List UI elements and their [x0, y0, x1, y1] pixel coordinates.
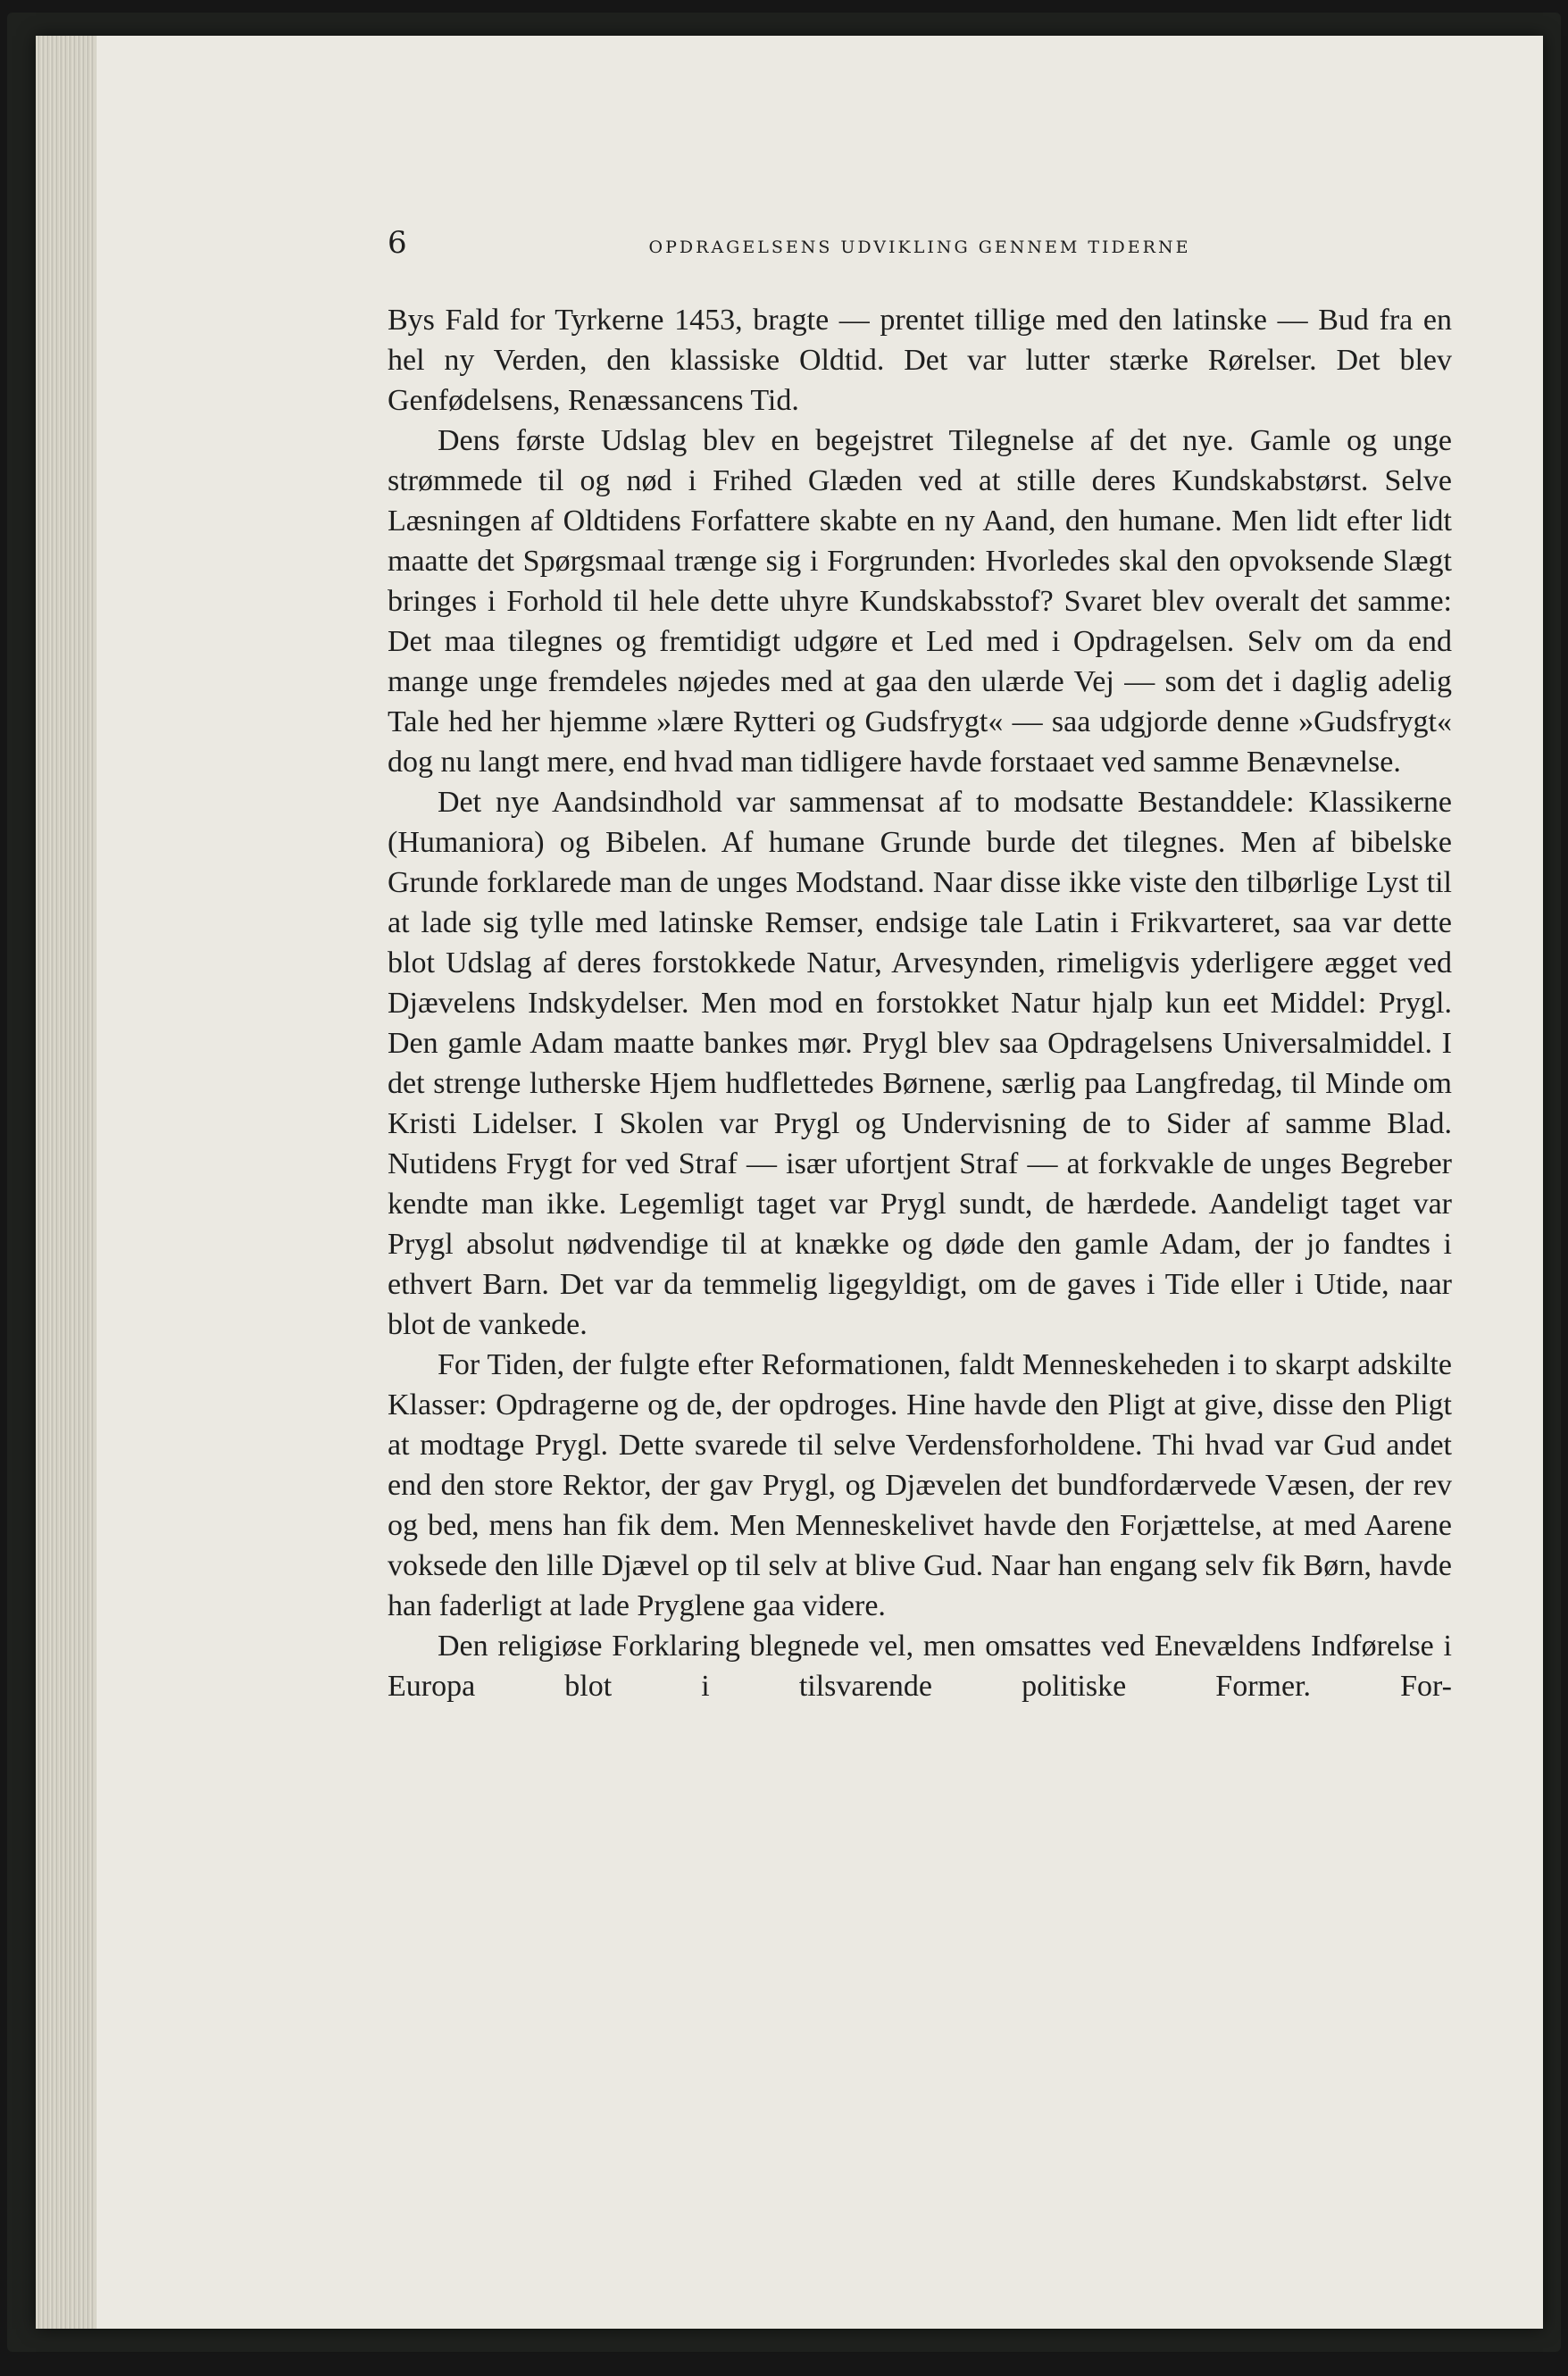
paragraph-5: Den religiøse Forklaring blegnede vel, men omsattes ved Enevældens Indførelse i Europa blot i tilsvarende politiske Former. For- [388, 1630, 1452, 1703]
page-number: 6 [388, 225, 407, 261]
paragraph-2: Dens første Udslag blev en begejstret Tilegnelse af det nye. Gamle og unge strømmede til og nød i Frihed Glæden ved at stille deres Kundskabstørst. Selve Læsningen af Oldtidens Forfattere skabte en ny Aand, den humane. Men lidt efter lidt maatte det Spørgsmaal trænge sig i Forgrunden: Hvorledes skal den opvoksende Slægt bringes i Forhold til hele dette uhyre Kundskabsstof? Svaret blev overalt det samme: Det maa tilegnes og fremtidigt udgøre et Led med i Opdragelsen. Selv om da end mange unge fremdeles nøjedes med at gaa den ulærde Vej — som det i daglig adelig Tale hed her hjemme »lære Rytteri og Gudsfrygt« — saa udgjorde denne »Gudsfrygt« dog nu langt mere, end hvad man tidligere havde forstaaet ved samme Benævnelse. [388, 424, 1452, 779]
paragraph-4: For Tiden, der fulgte efter Reformationen, faldt Menneskeheden i to skarpt adskilte Klasser: Opdragerne og de, der opdroges. Hine havde den Pligt at give, disse den Pligt at modtage Prygl. Dette svarede til selve Verdensforholdene. Thi hvad var Gud andet end den store Rektor, der gav Prygl, og Djævelen det bundfordærvede Væsen, der rev og bed, mens han fik dem. Men Menneskelivet havde den Forjættelse, at med Aarene voksede den lille Djævel op til selv at blive Gud. Naar han engang selv fik Børn, havde han faderligt at lade Pryglene gaa videre. [388, 1348, 1452, 1622]
page-header [388, 225, 1452, 261]
body-text [388, 300, 1452, 1706]
paragraph-1: Bys Fald for Tyrkerne 1453, bragte — prentet tillige med den latinske — Bud fra en hel ny Verden, den klassiske Oldtid. Det var lutter stærke Rørelser. Det blev Genfødelsens, Renæssancens Tid. [388, 304, 1452, 417]
paragraph-3: Det nye Aandsindhold var sammensat af to modsatte Bestanddele: Klassikerne (Humaniora) og Bibelen. Af humane Grunde burde det tilegnes. Men af bibelske Grunde forklarede man de unges Modstand. Naar disse ikke viste den tilbørlige Lyst til at lade sig tylle med latinske Remser, endsige tale Latin i Frikvarteret, saa var dette blot Udslag af deres forstokkede Natur, Arvesynden, rimeligvis yderligere ægget ved Djævelens Indskydelser. Men mod en forstokket Natur hjalp kun eet Middel: Prygl. Den gamle Adam maatte bankes mør. Prygl blev saa Opdragelsens Universalmiddel. I det strenge lutherske Hjem hudflettedes Børnene, særlig paa Langfredag, til Minde om Kristi Lidelser. I Skolen var Prygl og Undervisning de to Sider af samme Blad. Nutidens Frygt for ved Straf — især ufortjent Straf — at forkvakle de unges Begreber kendte man ikke. Legemligt taget var Prygl sundt, de hærdede. Aandeligt taget var Prygl absolut nødvendige til at knække og døde den gamle Adam, der jo fandtes i ethvert Barn. Det var da temmelig ligegyldigt, om de gaves i Tide eller i Utide, naar blot de vankede. [388, 786, 1452, 1341]
running-head: OPDRAGELSENS UDVIKLING GENNEM TIDERNE [648, 238, 1191, 257]
page-edges [36, 36, 96, 2329]
